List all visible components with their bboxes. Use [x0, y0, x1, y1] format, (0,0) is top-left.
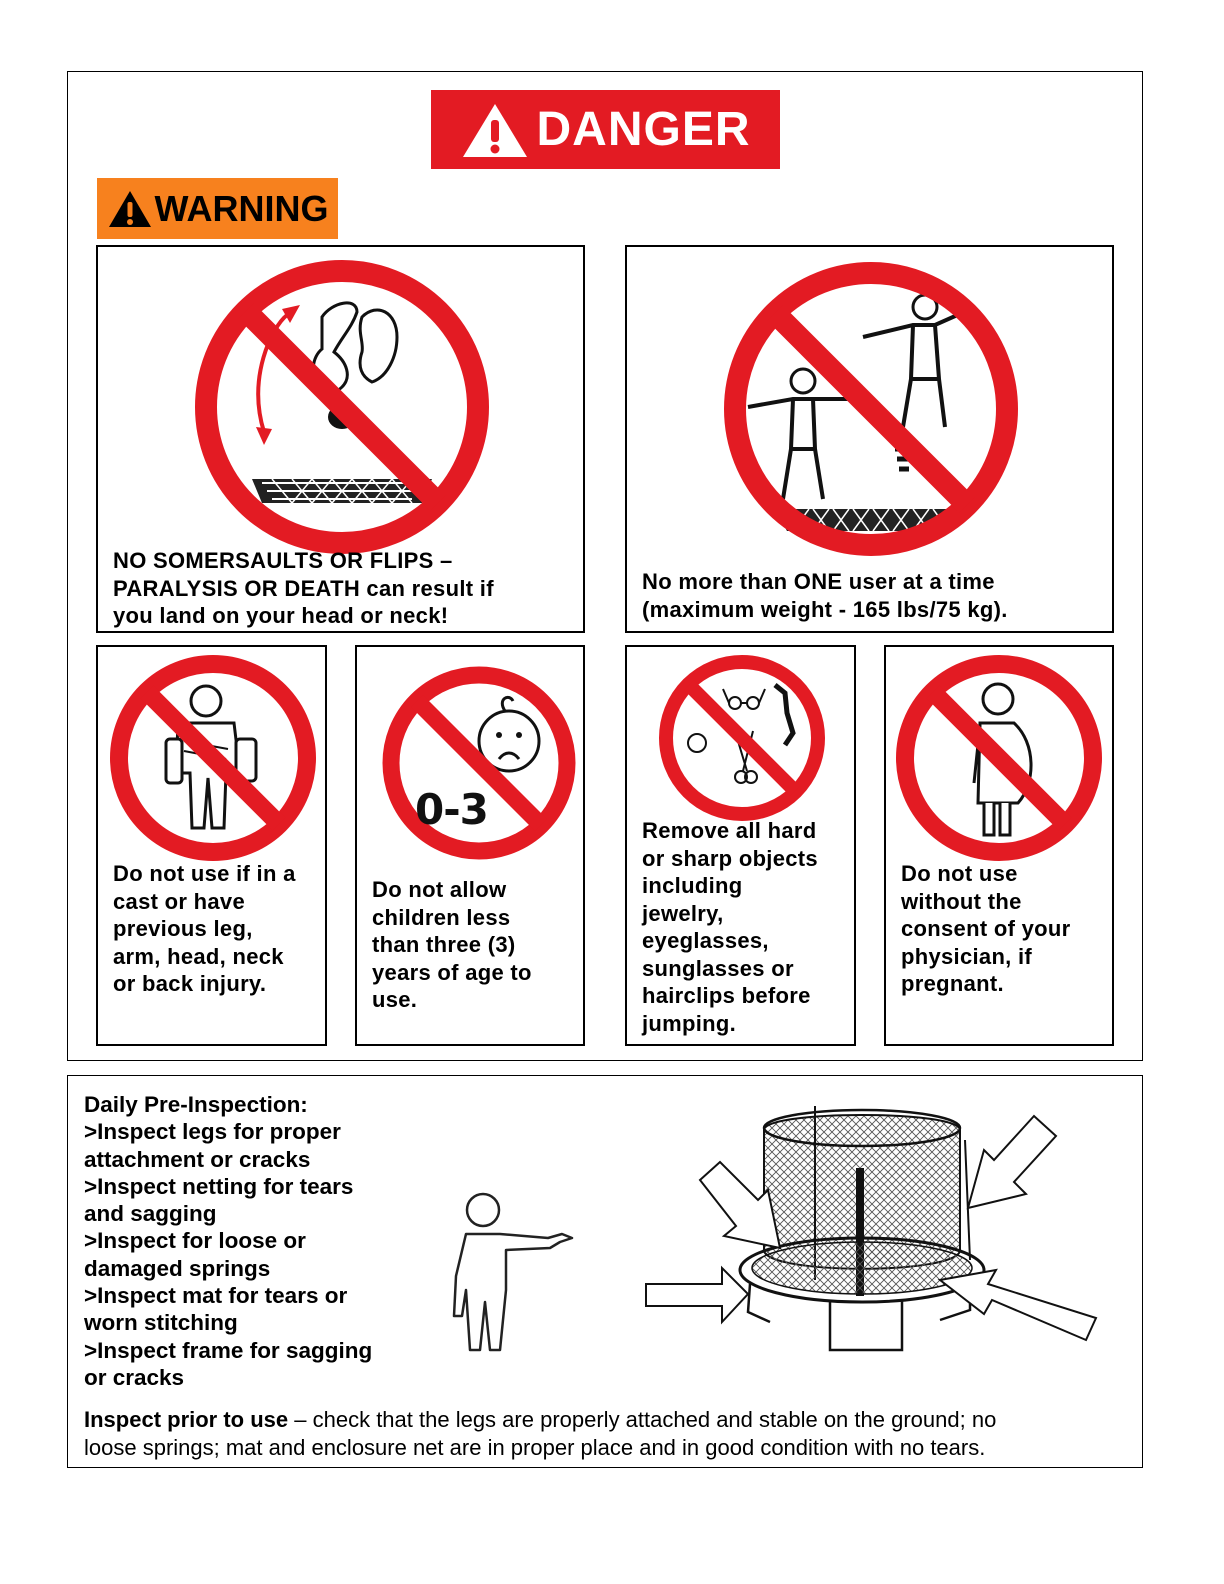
caption-line: Do not use if in a: [113, 861, 296, 886]
age-badge: 0-3: [415, 785, 488, 834]
inspection-footer: [84, 1406, 1134, 1462]
caption-line: sunglasses or: [642, 955, 794, 981]
checklist-line: >Inspect mat for tears or: [84, 1283, 348, 1309]
checklist-line: >Inspect legs for proper: [84, 1119, 341, 1145]
inspection-checklist: [84, 1091, 414, 1391]
warning-alert-icon: [107, 189, 153, 229]
footer-bold: Inspect prior to use: [84, 1407, 289, 1432]
danger-banner: [431, 90, 780, 169]
footer-text: – check that the legs are properly attached and stable on the ground; no: [288, 1407, 997, 1432]
warning-panel-injury: [96, 645, 327, 1046]
caption-line: jewelry,: [642, 900, 724, 926]
no-cast-injury-icon: [108, 653, 318, 863]
checklist-line: >Inspect frame for sagging: [84, 1337, 373, 1363]
caption-line: without the: [901, 888, 1022, 914]
caption-line: than three (3): [372, 932, 516, 957]
footer-line-2: loose springs; mat and enclosure net are in proper place and in good condition with no tears.: [84, 1435, 986, 1460]
caption-line: or back injury.: [113, 971, 267, 996]
caption-line: (maximum weight - 165 lbs/75 kg).: [642, 596, 1008, 622]
warning-panel-sharp-objects: [625, 645, 856, 1046]
caption-line: arm, head, neck: [113, 943, 284, 969]
warning-label: WARNING: [154, 187, 329, 229]
warning-caption-sharp-objects: [642, 817, 856, 1037]
caption-line: pregnant.: [901, 971, 1004, 996]
warning-panel-pregnancy: [884, 645, 1114, 1046]
checklist-line: or cracks: [84, 1364, 185, 1390]
caption-line: children less: [372, 904, 511, 930]
caption-line: use.: [372, 987, 418, 1012]
caption-line: physician, if: [901, 943, 1033, 969]
danger-alert-icon: [460, 100, 530, 160]
caption-line: Do not use: [901, 861, 1018, 886]
checklist-line: >Inspect netting for tears: [84, 1173, 354, 1199]
danger-label: DANGER: [536, 103, 751, 156]
checklist-title: Daily Pre-Inspection:: [84, 1092, 308, 1117]
pointing-person-icon: [430, 1190, 580, 1360]
checklist-line: and sagging: [84, 1201, 217, 1227]
caption-line: Remove all hard: [642, 818, 817, 843]
no-multiple-users-icon: [713, 259, 1029, 559]
warning-caption-somersault: [113, 547, 573, 630]
caption-line: NO SOMERSAULTS OR FLIPS –: [113, 548, 453, 573]
footer-line-1: [84, 1406, 1134, 1434]
checklist-line: attachment or cracks: [84, 1146, 311, 1172]
caption-line: hairclips before: [642, 983, 811, 1008]
caption-line: you land on your head or neck!: [113, 603, 449, 628]
warning-panel-one-user: [625, 245, 1114, 633]
no-sharp-objects-icon: [657, 653, 827, 823]
no-pregnancy-icon: [894, 653, 1104, 863]
warning-panel-somersault: [96, 245, 585, 633]
caption-line: No more than ONE user at a time: [642, 569, 995, 594]
warning-caption-pregnancy: [901, 860, 1113, 998]
no-somersault-icon: [192, 257, 492, 557]
caption-line: previous leg,: [113, 916, 253, 941]
checklist-line: worn stitching: [84, 1310, 238, 1336]
checklist-line: >Inspect for loose or: [84, 1228, 306, 1254]
checklist-line: damaged springs: [84, 1255, 271, 1281]
caption-line: PARALYSIS OR DEATH can result if: [113, 575, 494, 601]
trampoline-inspection-diagram: [640, 1100, 1110, 1360]
caption-line: eyeglasses,: [642, 928, 769, 953]
warning-banner: [97, 178, 338, 239]
caption-line: cast or have: [113, 888, 246, 914]
caption-line: years of age to: [372, 959, 532, 985]
warning-caption-toddlers: [372, 876, 584, 1014]
warning-caption-one-user: [642, 568, 1102, 623]
warning-panel-toddlers: [355, 645, 585, 1046]
warning-caption-injury: [113, 860, 327, 998]
caption-line: or sharp objects: [642, 845, 818, 871]
caption-line: including: [642, 873, 743, 898]
caption-line: Do not allow: [372, 877, 507, 902]
caption-line: jumping.: [642, 1010, 737, 1036]
caption-line: consent of your: [901, 916, 1071, 941]
